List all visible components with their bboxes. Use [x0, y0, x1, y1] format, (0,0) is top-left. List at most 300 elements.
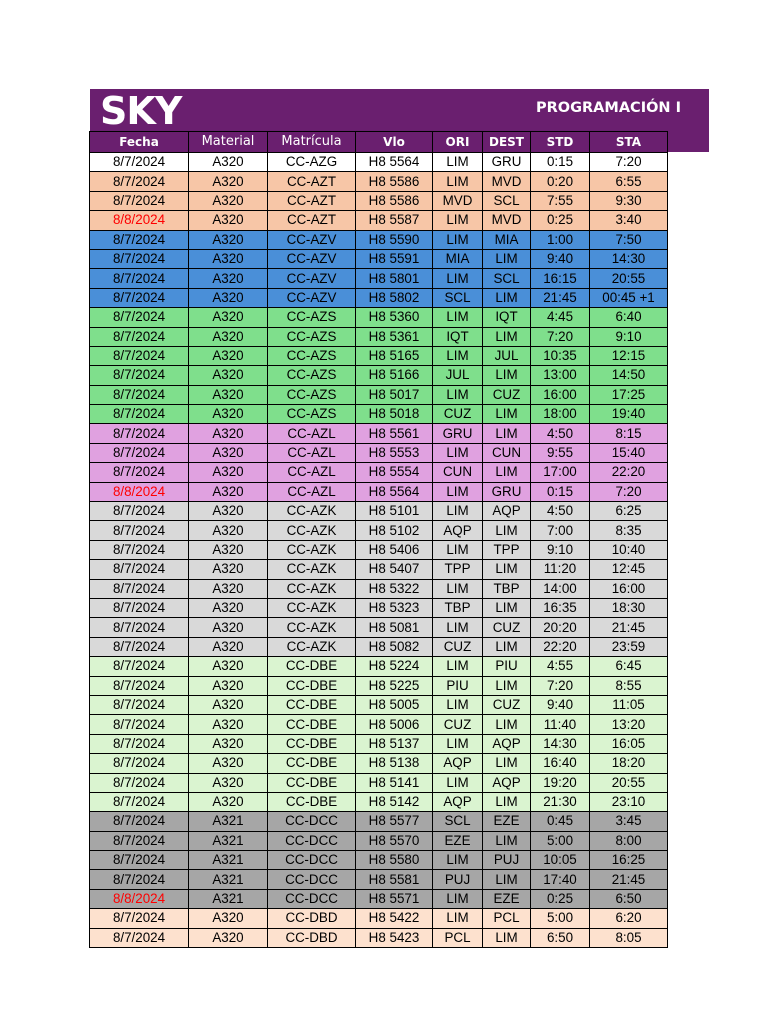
cell-sta: 8:35: [590, 521, 668, 540]
cell-material: A320: [189, 521, 268, 540]
cell-fecha: 8/7/2024: [90, 637, 189, 656]
cell-ori: LIM: [433, 657, 483, 676]
cell-material: A321: [189, 831, 268, 850]
cell-ori: CUZ: [433, 405, 483, 424]
col-header-sta: STA: [590, 132, 668, 153]
cell-sta: 6:40: [590, 308, 668, 327]
cell-sta: 9:10: [590, 327, 668, 346]
cell-matricula: CC-AZK: [268, 521, 356, 540]
cell-dest: IQT: [483, 308, 531, 327]
cell-material: A320: [189, 754, 268, 773]
cell-fecha: 8/7/2024: [90, 831, 189, 850]
cell-dest: LIM: [483, 327, 531, 346]
cell-matricula: CC-DBE: [268, 754, 356, 773]
cell-material: A320: [189, 463, 268, 482]
cell-dest: AQP: [483, 502, 531, 521]
cell-fecha: 8/7/2024: [90, 172, 189, 191]
cell-vlo: H8 5587: [356, 211, 433, 230]
cell-ori: LIM: [433, 734, 483, 753]
cell-vlo: H8 5577: [356, 812, 433, 831]
cell-dest: CUN: [483, 443, 531, 462]
cell-vlo: H8 5590: [356, 230, 433, 249]
cell-sta: 6:55: [590, 172, 668, 191]
cell-std: 11:20: [531, 560, 590, 579]
cell-vlo: H8 5102: [356, 521, 433, 540]
cell-std: 4:45: [531, 308, 590, 327]
cell-dest: MVD: [483, 211, 531, 230]
table-row: [90, 366, 668, 385]
cell-ori: PCL: [433, 928, 483, 947]
cell-std: 5:00: [531, 909, 590, 928]
cell-ori: LIM: [433, 346, 483, 365]
cell-std: 11:40: [531, 715, 590, 734]
table-row: [90, 637, 668, 656]
cell-sta: 6:25: [590, 502, 668, 521]
cell-matricula: CC-AZV: [268, 230, 356, 249]
cell-std: 16:00: [531, 385, 590, 404]
cell-material: A320: [189, 909, 268, 928]
cell-ori: PIU: [433, 676, 483, 695]
cell-vlo: H8 5554: [356, 463, 433, 482]
table-row: [90, 889, 668, 908]
cell-std: 0:45: [531, 812, 590, 831]
cell-sta: 14:30: [590, 249, 668, 268]
cell-sta: 7:50: [590, 230, 668, 249]
table-row: [90, 346, 668, 365]
cell-fecha: 8/7/2024: [90, 288, 189, 307]
cell-matricula: CC-AZK: [268, 502, 356, 521]
cell-matricula: CC-DBE: [268, 676, 356, 695]
cell-vlo: H8 5586: [356, 172, 433, 191]
cell-sta: 20:55: [590, 269, 668, 288]
cell-matricula: CC-AZS: [268, 346, 356, 365]
table-row: [90, 288, 668, 307]
cell-dest: PUJ: [483, 851, 531, 870]
cell-dest: CUZ: [483, 695, 531, 714]
cell-std: 0:15: [531, 482, 590, 501]
cell-sta: 7:20: [590, 153, 668, 172]
table-row: [90, 598, 668, 617]
cell-material: A320: [189, 327, 268, 346]
cell-ori: PUJ: [433, 870, 483, 889]
cell-matricula: CC-AZL: [268, 424, 356, 443]
header-banner: [90, 89, 709, 131]
cell-dest: MVD: [483, 172, 531, 191]
table-row: [90, 443, 668, 462]
table-row: [90, 308, 668, 327]
cell-fecha: 8/7/2024: [90, 754, 189, 773]
cell-fecha: 8/7/2024: [90, 579, 189, 598]
table-row: [90, 870, 668, 889]
cell-material: A320: [189, 385, 268, 404]
cell-dest: PCL: [483, 909, 531, 928]
cell-material: A320: [189, 191, 268, 210]
cell-matricula: CC-AZS: [268, 308, 356, 327]
table-row: [90, 812, 668, 831]
cell-dest: LIM: [483, 598, 531, 617]
cell-vlo: H8 5138: [356, 754, 433, 773]
cell-sta: 20:55: [590, 773, 668, 792]
cell-fecha: 8/7/2024: [90, 443, 189, 462]
col-header-dest: DEST: [483, 132, 531, 153]
cell-dest: LIM: [483, 637, 531, 656]
table-row: [90, 172, 668, 191]
cell-fecha: 8/7/2024: [90, 773, 189, 792]
table-row: [90, 502, 668, 521]
cell-ori: LIM: [433, 579, 483, 598]
cell-std: 4:50: [531, 424, 590, 443]
cell-vlo: H8 5407: [356, 560, 433, 579]
cell-material: A320: [189, 346, 268, 365]
cell-material: A320: [189, 502, 268, 521]
cell-sta: 13:20: [590, 715, 668, 734]
cell-material: A320: [189, 288, 268, 307]
schedule-body: [90, 153, 668, 948]
cell-dest: LIM: [483, 288, 531, 307]
cell-std: 20:20: [531, 618, 590, 637]
cell-fecha: 8/7/2024: [90, 346, 189, 365]
cell-ori: CUZ: [433, 637, 483, 656]
cell-material: A320: [189, 540, 268, 559]
cell-matricula: CC-AZS: [268, 405, 356, 424]
cell-std: 9:40: [531, 249, 590, 268]
sky-logo: [100, 92, 200, 128]
cell-material: A321: [189, 851, 268, 870]
cell-matricula: CC-DBD: [268, 909, 356, 928]
cell-material: A320: [189, 676, 268, 695]
cell-matricula: CC-AZS: [268, 327, 356, 346]
cell-ori: TBP: [433, 598, 483, 617]
cell-ori: SCL: [433, 812, 483, 831]
table-row: [90, 851, 668, 870]
cell-fecha: 8/7/2024: [90, 812, 189, 831]
col-header-ori: ORI: [433, 132, 483, 153]
cell-vlo: H8 5360: [356, 308, 433, 327]
table-row: [90, 695, 668, 714]
cell-material: A320: [189, 657, 268, 676]
table-row: [90, 618, 668, 637]
cell-material: A320: [189, 560, 268, 579]
cell-dest: SCL: [483, 269, 531, 288]
cell-vlo: H8 5101: [356, 502, 433, 521]
cell-sta: 18:30: [590, 598, 668, 617]
cell-fecha: 8/7/2024: [90, 928, 189, 947]
cell-vlo: H8 5224: [356, 657, 433, 676]
cell-std: 0:25: [531, 889, 590, 908]
cell-dest: LIM: [483, 831, 531, 850]
header-extension: [667, 131, 709, 152]
cell-dest: LIM: [483, 405, 531, 424]
cell-matricula: CC-AZL: [268, 443, 356, 462]
cell-std: 0:25: [531, 211, 590, 230]
cell-sta: 6:50: [590, 889, 668, 908]
cell-vlo: H8 5225: [356, 676, 433, 695]
cell-material: A320: [189, 482, 268, 501]
cell-matricula: CC-DBE: [268, 715, 356, 734]
cell-vlo: H8 5165: [356, 346, 433, 365]
cell-sta: 14:50: [590, 366, 668, 385]
cell-vlo: H8 5801: [356, 269, 433, 288]
cell-matricula: CC-AZT: [268, 211, 356, 230]
cell-std: 7:20: [531, 676, 590, 695]
cell-matricula: CC-AZK: [268, 540, 356, 559]
cell-sta: 8:15: [590, 424, 668, 443]
cell-std: 7:20: [531, 327, 590, 346]
table-row: [90, 153, 668, 172]
cell-material: A321: [189, 812, 268, 831]
cell-ori: LIM: [433, 172, 483, 191]
cell-sta: 21:45: [590, 618, 668, 637]
cell-fecha: 8/7/2024: [90, 792, 189, 811]
col-header-material: Material: [189, 132, 268, 153]
cell-dest: SCL: [483, 191, 531, 210]
cell-sta: 23:10: [590, 792, 668, 811]
cell-matricula: CC-DBE: [268, 773, 356, 792]
cell-material: A321: [189, 870, 268, 889]
cell-material: A321: [189, 889, 268, 908]
cell-material: A320: [189, 715, 268, 734]
cell-std: 18:00: [531, 405, 590, 424]
cell-material: A320: [189, 172, 268, 191]
flight-schedule-table: [89, 131, 668, 948]
cell-std: 16:15: [531, 269, 590, 288]
col-header-fecha: Fecha: [90, 132, 189, 153]
cell-ori: MVD: [433, 191, 483, 210]
cell-sta: 3:40: [590, 211, 668, 230]
cell-ori: LIM: [433, 540, 483, 559]
table-row: [90, 405, 668, 424]
col-header-std: STD: [531, 132, 590, 153]
cell-std: 9:55: [531, 443, 590, 462]
cell-ori: LIM: [433, 851, 483, 870]
cell-material: A320: [189, 928, 268, 947]
cell-material: A320: [189, 424, 268, 443]
cell-ori: AQP: [433, 792, 483, 811]
banner-title: PROGRAMACIÓN I: [536, 100, 681, 116]
cell-std: 19:20: [531, 773, 590, 792]
cell-matricula: CC-DCC: [268, 812, 356, 831]
table-row: [90, 191, 668, 210]
cell-sta: 23:59: [590, 637, 668, 656]
cell-matricula: CC-AZT: [268, 191, 356, 210]
cell-std: 22:20: [531, 637, 590, 656]
cell-fecha: 8/7/2024: [90, 463, 189, 482]
cell-dest: MIA: [483, 230, 531, 249]
cell-fecha: 8/7/2024: [90, 715, 189, 734]
table-row: [90, 928, 668, 947]
cell-dest: EZE: [483, 812, 531, 831]
cell-ori: AQP: [433, 521, 483, 540]
cell-dest: LIM: [483, 754, 531, 773]
cell-vlo: H8 5422: [356, 909, 433, 928]
cell-material: A320: [189, 579, 268, 598]
cell-dest: GRU: [483, 482, 531, 501]
cell-matricula: CC-AZT: [268, 172, 356, 191]
table-row: [90, 657, 668, 676]
table-row: [90, 715, 668, 734]
cell-vlo: H8 5564: [356, 153, 433, 172]
cell-sta: 9:30: [590, 191, 668, 210]
cell-vlo: H8 5586: [356, 191, 433, 210]
cell-fecha: 8/7/2024: [90, 618, 189, 637]
cell-matricula: CC-AZS: [268, 366, 356, 385]
cell-std: 9:40: [531, 695, 590, 714]
table-row: [90, 230, 668, 249]
cell-fecha: 8/7/2024: [90, 676, 189, 695]
cell-ori: LIM: [433, 482, 483, 501]
cell-sta: 7:20: [590, 482, 668, 501]
cell-vlo: H8 5081: [356, 618, 433, 637]
cell-ori: LIM: [433, 695, 483, 714]
cell-fecha: 8/7/2024: [90, 327, 189, 346]
cell-material: A320: [189, 230, 268, 249]
cell-sta: 16:25: [590, 851, 668, 870]
cell-sta: 19:40: [590, 405, 668, 424]
cell-matricula: CC-DBE: [268, 792, 356, 811]
cell-fecha: 8/7/2024: [90, 308, 189, 327]
cell-fecha: 8/7/2024: [90, 249, 189, 268]
cell-fecha: 8/7/2024: [90, 598, 189, 617]
cell-matricula: CC-AZK: [268, 598, 356, 617]
cell-material: A320: [189, 734, 268, 753]
table-row: [90, 385, 668, 404]
cell-dest: LIM: [483, 792, 531, 811]
cell-std: 17:00: [531, 463, 590, 482]
cell-sta: 12:15: [590, 346, 668, 365]
cell-vlo: H8 5017: [356, 385, 433, 404]
cell-dest: AQP: [483, 773, 531, 792]
cell-std: 10:35: [531, 346, 590, 365]
cell-ori: CUN: [433, 463, 483, 482]
cell-ori: SCL: [433, 288, 483, 307]
cell-sta: 00:45 +1: [590, 288, 668, 307]
cell-ori: LIM: [433, 385, 483, 404]
cell-material: A320: [189, 695, 268, 714]
cell-vlo: H8 5423: [356, 928, 433, 947]
cell-sta: 15:40: [590, 443, 668, 462]
cell-fecha: 8/7/2024: [90, 734, 189, 753]
cell-material: A320: [189, 405, 268, 424]
table-row: [90, 831, 668, 850]
cell-fecha: 8/7/2024: [90, 385, 189, 404]
cell-vlo: H8 5553: [356, 443, 433, 462]
cell-std: 6:50: [531, 928, 590, 947]
table-row: [90, 579, 668, 598]
cell-vlo: H8 5570: [356, 831, 433, 850]
cell-vlo: H8 5564: [356, 482, 433, 501]
cell-sta: 8:05: [590, 928, 668, 947]
table-row: [90, 463, 668, 482]
table-row: [90, 754, 668, 773]
cell-dest: LIM: [483, 928, 531, 947]
cell-sta: 6:45: [590, 657, 668, 676]
table-row: [90, 560, 668, 579]
cell-std: 7:00: [531, 521, 590, 540]
cell-vlo: H8 5166: [356, 366, 433, 385]
cell-vlo: H8 5141: [356, 773, 433, 792]
cell-material: A320: [189, 598, 268, 617]
cell-dest: LIM: [483, 366, 531, 385]
cell-ori: LIM: [433, 211, 483, 230]
cell-fecha: 8/7/2024: [90, 851, 189, 870]
cell-dest: EZE: [483, 889, 531, 908]
cell-matricula: CC-DBD: [268, 928, 356, 947]
cell-material: A320: [189, 366, 268, 385]
cell-material: A320: [189, 618, 268, 637]
cell-dest: LIM: [483, 870, 531, 889]
cell-material: A320: [189, 153, 268, 172]
cell-sta: 6:20: [590, 909, 668, 928]
cell-sta: 11:05: [590, 695, 668, 714]
header-row: [90, 132, 668, 153]
cell-vlo: H8 5580: [356, 851, 433, 870]
cell-ori: TPP: [433, 560, 483, 579]
table-row: [90, 249, 668, 268]
cell-vlo: H8 5018: [356, 405, 433, 424]
cell-std: 17:40: [531, 870, 590, 889]
cell-matricula: CC-DBE: [268, 657, 356, 676]
cell-sta: 10:40: [590, 540, 668, 559]
cell-fecha: 8/8/2024: [90, 889, 189, 908]
cell-std: 21:30: [531, 792, 590, 811]
sky-logo-text: SKY: [100, 92, 182, 128]
cell-matricula: CC-DCC: [268, 851, 356, 870]
table-row: [90, 482, 668, 501]
cell-dest: GRU: [483, 153, 531, 172]
cell-matricula: CC-DCC: [268, 889, 356, 908]
cell-fecha: 8/8/2024: [90, 482, 189, 501]
cell-std: 1:00: [531, 230, 590, 249]
cell-material: A320: [189, 637, 268, 656]
table-row: [90, 269, 668, 288]
cell-dest: AQP: [483, 734, 531, 753]
cell-sta: 18:20: [590, 754, 668, 773]
cell-std: 7:55: [531, 191, 590, 210]
cell-matricula: CC-AZV: [268, 249, 356, 268]
cell-material: A320: [189, 249, 268, 268]
cell-fecha: 8/7/2024: [90, 230, 189, 249]
table-row: [90, 540, 668, 559]
cell-dest: LIM: [483, 560, 531, 579]
cell-material: A320: [189, 773, 268, 792]
cell-ori: LIM: [433, 618, 483, 637]
cell-ori: LIM: [433, 269, 483, 288]
cell-fecha: 8/7/2024: [90, 191, 189, 210]
cell-sta: 16:00: [590, 579, 668, 598]
cell-std: 10:05: [531, 851, 590, 870]
cell-dest: CUZ: [483, 385, 531, 404]
cell-vlo: H8 5581: [356, 870, 433, 889]
cell-std: 14:00: [531, 579, 590, 598]
cell-ori: IQT: [433, 327, 483, 346]
col-header-vlo: Vlo: [356, 132, 433, 153]
cell-fecha: 8/7/2024: [90, 560, 189, 579]
cell-material: A320: [189, 443, 268, 462]
cell-fecha: 8/7/2024: [90, 870, 189, 889]
cell-matricula: CC-AZV: [268, 269, 356, 288]
table-row: [90, 734, 668, 753]
cell-dest: JUL: [483, 346, 531, 365]
cell-vlo: H8 5082: [356, 637, 433, 656]
cell-matricula: CC-AZK: [268, 618, 356, 637]
cell-sta: 21:45: [590, 870, 668, 889]
cell-ori: LIM: [433, 502, 483, 521]
cell-std: 4:55: [531, 657, 590, 676]
cell-vlo: H8 5323: [356, 598, 433, 617]
col-header-matricula: Matrícula: [268, 132, 356, 153]
cell-fecha: 8/7/2024: [90, 424, 189, 443]
cell-sta: 16:05: [590, 734, 668, 753]
